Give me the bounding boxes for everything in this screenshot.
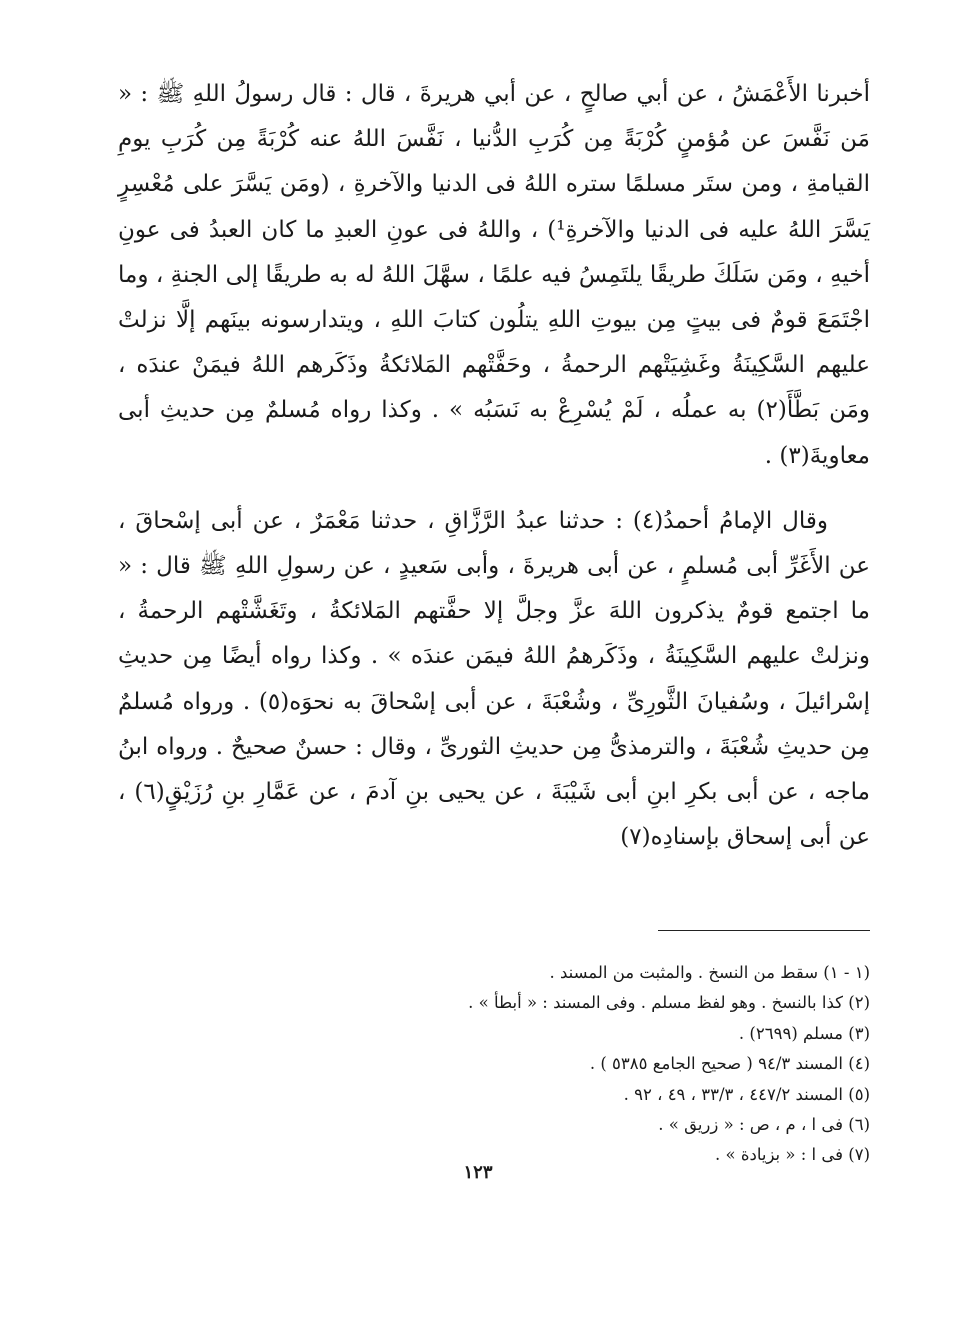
footnote-1: (١ - ١) سقط من النسخ . والمثبت من المسند . [549, 963, 870, 982]
footnote-3: (٣) مسلم (٢٦٩٩) . [738, 1023, 870, 1043]
footnote-2: (٢) كذا بالنسخ . وهو لفظ مسلم . وفى المسند : « أبطأ » . [468, 993, 870, 1013]
footnotes [118, 958, 870, 1171]
body-paragraph-1: أخبرنا الأَعْمَشُ ، عن أبي صالحٍ ، عن أبي هريرةَ ، قال : قال رسولُ اللهِ ﷺ : « مَن نَفَّسَ عن مُؤمنٍ كُرْبَةً مِن كُرَبِ الدُّنيا ، نَفَّسَ اللهُ عنه كُرْبَةً مِن كُرَبِ يومِ القيامةِ ، ومن ستَر مسلمًا ستره اللهُ فى الدنيا والآخرةِ ، (ومَن يَسَّرَ على مُعْسِرٍ يَسَّرَ اللهُ عليه فى الدنيا والآخرةِ¹) ، واللهُ فى عونِ العبدِ ما كان العبدُ فى عونِ أخيهِ ، ومَن سَلَكَ طريقًا يلتَمِسُ فيه علمًا ، سهَّلَ اللهُ له به طريقًا إلى الجنةِ ، وما اجْتَمَعَ قومٌ فى بيتٍ مِن بيوتِ اللهِ يتلُون كتابَ اللهِ ، ويتدارسونه بينَهم إلَّا نزلتْ عليهم السَّكِينَةُ وغَشِيَتْهم الرحمةُ ، وحَفَّتْهم المَلائكةُ وذَكَرهم اللهُ فيمَنْ عندَه ، ومَن بَطَّأَ(٢) به عملُه ، لَمْ يُسْرِعْ به نَسَبُه » . وكذا رواه مُسلمٌ مِن حديثِ أبى معاويةَ(٣) . [118, 81, 871, 469]
footnote-5: (٥) المسند ٤٤٧/٢ ، ٣٣/٣ ، ٤٩ ، ٩٢ . [623, 1084, 870, 1104]
footnote-7: (٧) فى ا : « بزيادة » . [715, 1145, 870, 1165]
book-page [118, 72, 870, 1272]
footnote-4: (٤) المسند ٩٤/٣ ( صحيح الجامع ٥٣٨٥ ) . [589, 1054, 870, 1074]
footnote-separator [658, 930, 870, 931]
footnote-6: (٦) فى ا ، م ، ص : « زريق » . [658, 1115, 870, 1135]
body-paragraph-2: وقال الإمامُ أحمدُ(٤) : حدثنا عبدُ الرَّزَّاقِ ، حدثنا مَعْمَرٌ ، عن أبى إسْحاقَ ، عن الأَغَرِّ أبى مُسلمٍ ، عن أبى هريرةَ ، وأبى سَعيدٍ ، عن رسولِ اللهِ ﷺ قال : « ما اجتمع قومٌ يذكرون اللهَ عزَّ وجلَّ إلا حفَّتهم المَلائكةُ ، وتَغَشَّتْهم الرحمةُ ، ونزلتْ عليهم السَّكِينَةُ ، وذَكَرهمُ اللهُ فيمَن عندَه » . وكذا رواه أيضًا مِن حديثِ إسْرائيلَ ، وسُفيانَ الثَّورِىِّ ، وشُعْبَةَ ، عن أبى إسْحاقَ به نحوَه(٥) . ورواه مُسلمٌ مِن حديثِ شُعْبَةَ ، والترمذىُّ مِن حديثِ الثورىِّ ، وقال : حسنٌ صحيحٌ . ورواه ابنُ ماجه ، عن أبى بكرِ ابنِ أبى شَيْبَةَ ، عن يحيى بنِ آدمَ ، عن عَمَّارِ بنِ رُزَيْقٍ(٦) ، عن أبى إسحاق بإسنادِه(٧) [118, 507, 870, 851]
page-number: ١٢٣ [463, 1162, 493, 1183]
